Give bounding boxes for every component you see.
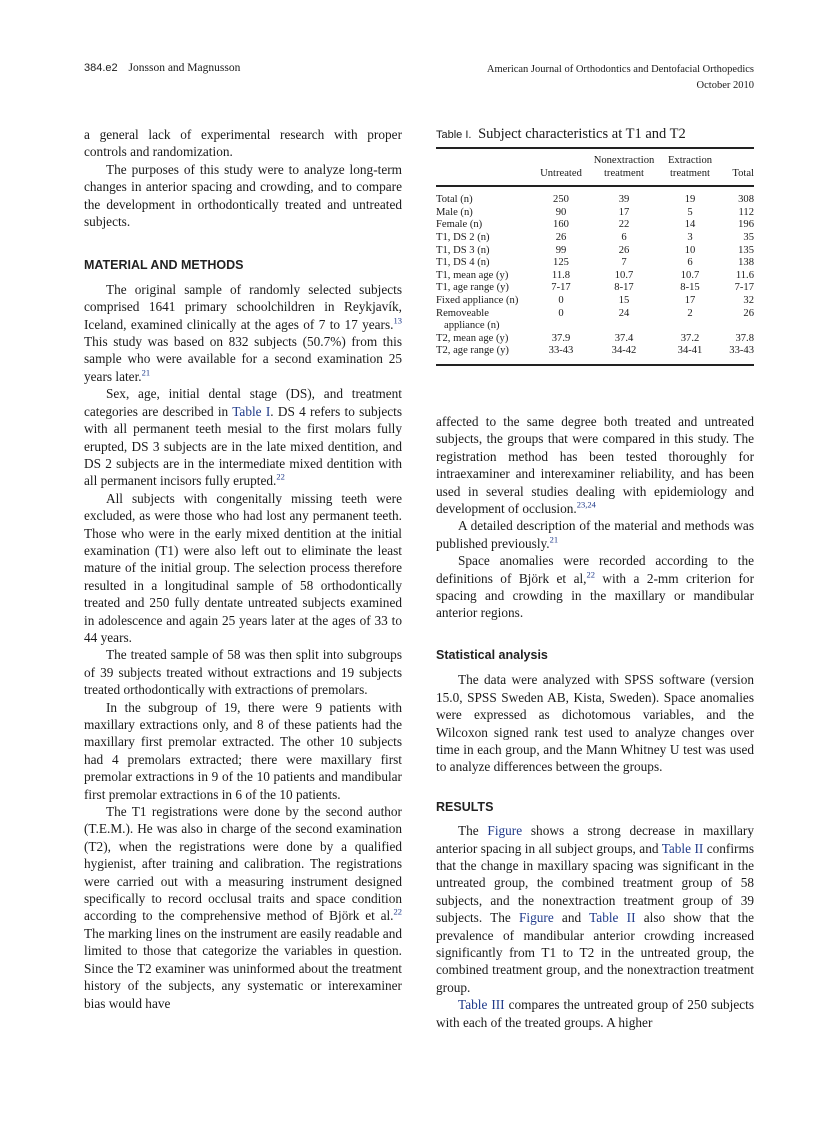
text: with a 2-mm criterion for spacing and crowding in the maxillary or mandibular anterior regions.: [436, 570, 754, 621]
section-heading-results: RESULTS: [436, 799, 494, 814]
paragraph: [436, 552, 754, 622]
citation-ref[interactable]: 22: [586, 569, 595, 580]
authors: Jonsson and Magnusson: [128, 62, 241, 74]
text: confirms that the change in maxillary spacing was significant in the untreated group, the combined treatment group of 58 subjects, and the nonextraction treatment group of 39 subjects. The: [436, 840, 754, 926]
left-column: [84, 126, 402, 1012]
paragraph: In the subgroup of 19, there were 9 patients with maxillary extractions only, and 8 of these patients had the maxillary first premolar extracted. The other 10 subjects had 4 premolars extracted; there were maxillary first premolar extractions in 9 of the 10 patients and mandibular first premolar extractions in 6 of the 10 patients.: [84, 699, 402, 802]
table-row: [436, 282, 754, 295]
issue-date: October 2010: [696, 80, 754, 91]
text: The original sample of randomly selected subjects comprised 1641 primary schoolchildren in Reykjavík, Iceland, examined clinically at the ages of 7 to 17 years.: [84, 281, 402, 332]
cell-untreated: 99: [555, 244, 567, 256]
text: The marking lines on the instrument are easily readable and limited to those that categorize the variables in question. Since the T2 examiner was uninformed about the treatment history of the subjects, any systematic or interexaminer bias would have: [84, 925, 402, 1011]
row-label: T2, mean age (y): [436, 332, 509, 344]
cell-extraction: 19: [684, 194, 696, 206]
page-number: 384.e2: [84, 62, 118, 74]
cell-untreated: 11.8: [551, 269, 571, 281]
running-head: [84, 62, 754, 94]
paragraph: [436, 413, 754, 517]
table-row: [436, 308, 754, 333]
citation-ref[interactable]: 22: [276, 471, 285, 482]
paragraph: The data were analyzed with SPSS software (version 15.0, SPSS Sweden AB, Kista, Sweden). Space anomalies were expressed as dichotomous variables, and the Wilcoxon signed rank test used to analyze changes over time in each group, and the Mann Whitney U test was used to analyze differences between the groups.: [436, 672, 754, 775]
paragraph: All subjects with congenitally missing teeth were excluded, as were those who had lost any permanent teeth. Those who were in the early mixed dentition at the initial examination (T1) were also left out to eliminate the least mature of the initial group. The selection process therefore resulted in a longitudinal sample of 58 orthodontically treated and 250 fully dentate untreated subjects examined in adolescence and again 25 years later at the ages of 33 to 44 years.: [84, 490, 402, 645]
paragraph: [84, 385, 402, 489]
running-head-left: [84, 62, 240, 74]
cell-nonextraction: 37.4: [614, 332, 634, 344]
cell-untreated: 33-43: [548, 345, 574, 357]
table-row: [436, 232, 754, 245]
table-row: [436, 257, 754, 270]
row-label: Removeable appliance (n): [436, 307, 500, 332]
row-label: T1, age range (y): [436, 282, 509, 294]
table-link[interactable]: Table II: [589, 910, 636, 926]
paragraph: [436, 517, 754, 552]
table-title: Subject characteristics at T1 and T2: [478, 126, 686, 142]
figure-link[interactable]: Figure: [519, 910, 554, 926]
cell-untreated: 0: [558, 294, 564, 306]
cell-total: 26: [743, 307, 754, 319]
text: Sex, age, initial dental stage (DS), and treatment categories are described in: [84, 386, 402, 419]
cell-total: 7-17: [734, 282, 754, 294]
cell-nonextraction: 15: [618, 294, 630, 306]
section-heading-material-methods: MATERIAL AND METHODS: [84, 258, 244, 273]
journal-name: American Journal of Orthodontics and Dentofacial Orthopedics: [486, 64, 754, 75]
header-untreated: Untreated: [540, 167, 582, 179]
paragraph: [84, 281, 402, 385]
table-1: [436, 126, 754, 366]
header-nonextraction: Nonextraction treatment: [593, 155, 655, 179]
table-link[interactable]: Table II: [661, 840, 704, 856]
row-label: Total (n): [436, 194, 473, 206]
paragraph: a general lack of experimental research with proper controls and randomization.: [84, 127, 402, 160]
paragraph: The treated sample of 58 was then split into subgroups of 39 subjects treated without extractions and 19 subjects treated orthodontically with extractions of premolars.: [84, 647, 402, 698]
cell-total: 196: [738, 219, 754, 231]
header-extraction: Extraction treatment: [667, 155, 713, 179]
cell-extraction: 14: [684, 219, 696, 231]
text: compares the untreated group of 250 subjects with each of the treated groups. A higher: [436, 997, 755, 1030]
cell-nonextraction: 22: [618, 219, 630, 231]
cell-extraction: 5: [687, 206, 693, 218]
cell-extraction: 34-41: [677, 345, 703, 357]
cell-total: 135: [738, 244, 754, 256]
row-label: T1, mean age (y): [436, 269, 509, 281]
table-row: [436, 333, 754, 346]
cell-untreated: 0: [558, 307, 564, 319]
row-label: T2, age range (y): [436, 345, 509, 357]
cell-extraction: 6: [687, 257, 693, 269]
right-column: [436, 413, 754, 1031]
cell-untreated: 160: [553, 219, 569, 231]
cell-untreated: 250: [553, 194, 569, 206]
cell-nonextraction: 8-17: [614, 282, 634, 294]
paragraph: [84, 803, 402, 1012]
row-label: T1, DS 2 (n): [436, 231, 490, 243]
cell-extraction: 17: [684, 294, 696, 306]
cell-total: 11.6: [735, 269, 754, 281]
cell-extraction: 2: [687, 307, 693, 319]
table-row: [436, 270, 754, 283]
table-row: [436, 345, 754, 365]
cell-extraction: 8-15: [680, 282, 700, 294]
text: also show that the prevalence of mandibular anterior crowding increased significantly from T1 to T2 in the untreated group, the combined treatment group, and the nonextraction treatment group.: [436, 910, 755, 995]
cell-nonextraction: 26: [618, 244, 630, 256]
cell-untreated: 125: [553, 257, 569, 269]
table-header-row: [436, 148, 754, 186]
cell-total: 112: [738, 206, 754, 218]
text: A detailed description of the material and methods was published previously.: [436, 518, 754, 551]
table-label: Table I.: [436, 129, 472, 141]
cell-total: 33-43: [729, 345, 754, 357]
row-label: Fixed appliance (n): [436, 294, 519, 306]
paragraph: [436, 996, 754, 1031]
cell-total: 308: [738, 194, 754, 206]
cell-total: 32: [743, 294, 754, 306]
cell-untreated: 7-17: [551, 282, 571, 294]
cell-nonextraction: 34-42: [611, 345, 637, 357]
cell-nonextraction: 7: [621, 257, 627, 269]
table-row: [436, 219, 754, 232]
paragraph: [436, 822, 754, 996]
cell-untreated: 26: [555, 231, 567, 243]
table-caption: [436, 126, 754, 143]
subject-characteristics-table: [436, 147, 754, 366]
table-row: [436, 295, 754, 308]
cell-untreated: 37.9: [551, 332, 571, 344]
cell-nonextraction: 39: [618, 194, 630, 206]
table-link[interactable]: Table III: [458, 997, 505, 1013]
text: affected to the same degree both treated and untreated subjects, the groups that were compared in this study. The registration method has been tested thoroughly for intraexaminer and interexaminer reliability, and has been used in several studies dealing with epidemiology and development of occlusion.: [436, 414, 754, 517]
table-row: [436, 186, 754, 207]
text: The T1 registrations were done by the second author (T.E.M.). He was also in charge of the second examination (T2), when the registrations were done by a qualified hygienist, after training and calibration. The registrations were carried out with a measuring instrument designed specifically to record occlusal traits and space condition according to the comprehensive method of Björk et al.: [84, 804, 402, 924]
citation-ref[interactable]: 22: [393, 907, 402, 918]
cell-nonextraction: 10.7: [614, 269, 634, 281]
citation-ref[interactable]: 23,24: [576, 499, 596, 510]
row-label: T1, DS 4 (n): [436, 257, 490, 269]
table-row: [436, 207, 754, 220]
text: Space anomalies were recorded according to the definitions of Björk et al,: [436, 553, 754, 586]
citation-ref[interactable]: 13: [393, 315, 402, 326]
cell-extraction: 10.7: [680, 269, 700, 281]
cell-total: 37.8: [735, 332, 754, 344]
table-link[interactable]: Table I: [232, 403, 271, 419]
section-heading-statistical-analysis: Statistical analysis: [436, 647, 548, 662]
cell-extraction: 3: [687, 231, 693, 243]
row-label: T1, DS 3 (n): [436, 244, 490, 256]
text: This study was based on 832 subjects (50.7%) from this sample who were available for a second examination 25 years later.: [84, 334, 402, 384]
text: and: [553, 910, 590, 926]
text: shows a strong decrease in maxillary anterior spacing in all subject groups, and: [436, 823, 754, 856]
cell-nonextraction: 17: [618, 206, 630, 218]
row-label: Female (n): [436, 219, 483, 231]
cell-untreated: 90: [555, 206, 567, 218]
cell-nonextraction: 6: [621, 231, 627, 243]
cell-extraction: 37.2: [680, 332, 700, 344]
cell-extraction: 10: [684, 244, 696, 256]
paragraph: The purposes of this study were to analyze long-term changes in anterior spacing and crowding, and to compare the development in orthodontically treated and untreated subjects.: [84, 161, 402, 230]
cell-total: 138: [738, 257, 754, 269]
text: . DS 4 refers to subjects with all permanent teeth mesial to the first molars fully erupted, DS 3 subjects are in the late mixed dentition, and DS 2 subjects are in the intermediate mixed dentition with all permanent incisors fully erupted.: [84, 403, 402, 489]
figure-link[interactable]: Figure: [487, 823, 523, 839]
citation-ref[interactable]: 21: [141, 367, 151, 378]
header-blank: [436, 148, 534, 186]
table-row: [436, 245, 754, 258]
row-label: Male (n): [436, 206, 473, 218]
cell-nonextraction: 24: [618, 307, 630, 319]
cell-total: 35: [743, 231, 754, 243]
text: The: [458, 823, 488, 839]
citation-ref[interactable]: 21: [549, 534, 559, 545]
header-total: Total: [732, 167, 754, 179]
running-head-right: [487, 62, 754, 94]
